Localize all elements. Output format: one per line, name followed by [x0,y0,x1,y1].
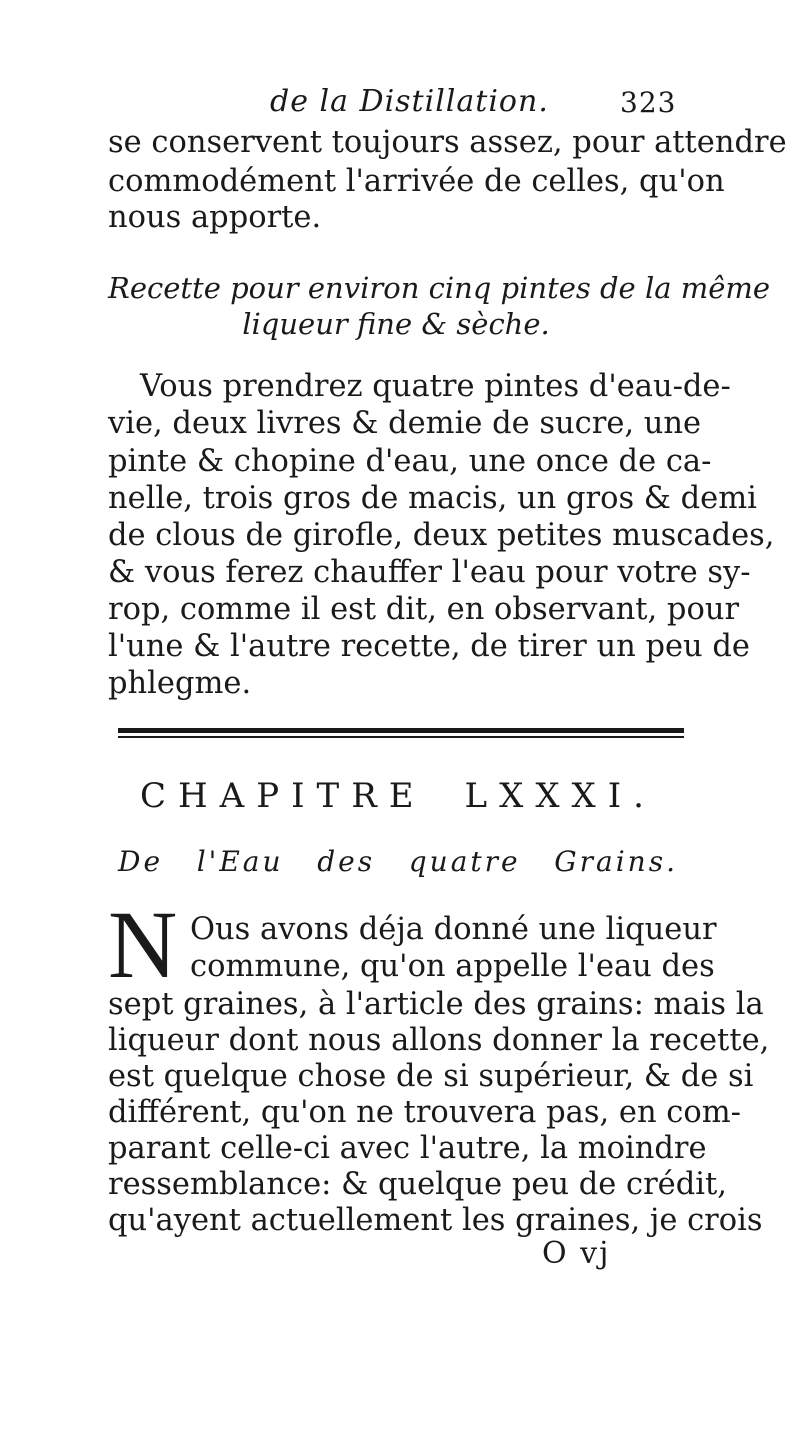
page-number: 323 [620,86,677,119]
text-line: pinte & chopine d'eau, une once de ca- [108,444,712,479]
text-line: de clous de girofle, deux petites muscades, [108,518,775,553]
text-line: sept graines, à l'article des grains: mais la [108,987,764,1022]
divider-thick-line [118,728,684,733]
drop-cap: N [108,891,178,998]
text-line: liqueur dont nous allons donner la recette, [108,1023,770,1058]
signature-mark: O vj [542,1236,611,1271]
chapter-number: CHAPITRE LXXXI. [140,776,656,816]
text-line: nous apporte. [108,200,322,235]
text-line: est quelque chose de si supérieur, & de si [108,1059,754,1094]
text-line: & vous ferez chauffer l'eau pour votre sy- [108,555,751,590]
chapter-title: De l'Eau des quatre Grains. [118,845,678,878]
text-line: qu'ayent actuellement les graines, je crois [108,1203,763,1238]
section-divider [118,726,684,740]
text-line: Ous avons déja donné une liqueur [190,912,717,947]
text-line: parant celle-ci avec l'autre, la moindre [108,1131,707,1166]
text-line: se conservent toujours assez, pour attendre [108,125,787,160]
text-line: nelle, trois gros de macis, un gros & demi [108,481,757,516]
text-line: commodément l'arrivée de celles, qu'on [108,164,725,199]
text-line: vie, deux livres & demie de sucre, une [108,406,702,441]
text-line: commune, qu'on appelle l'eau des [190,949,715,984]
text-line: Vous prendrez quatre pintes d'eau-de- [140,369,731,404]
recipe-heading-line: liqueur fine & sèche. [242,307,550,341]
recipe-heading-line: Recette pour environ cinq pintes de la même [108,271,771,305]
text-line: l'une & l'autre recette, de tirer un peu de [108,629,750,664]
text-line: différent, qu'on ne trouvera pas, en com- [108,1095,741,1130]
text-line: ressemblance: & quelque peu de crédit, [108,1167,727,1202]
text-line: phlegme. [108,666,252,701]
running-title: de la Distillation. [270,84,549,119]
text-line: rop, comme il est dit, en observant, pour [108,592,740,627]
divider-thin-line [118,736,684,738]
